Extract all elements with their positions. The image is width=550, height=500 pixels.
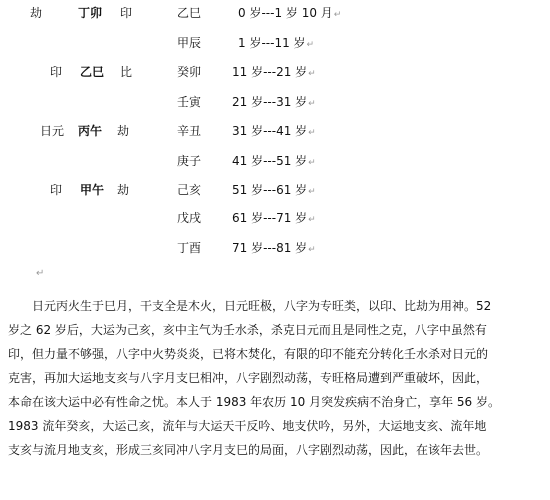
luck-pillar: 戊戌 [177,211,202,225]
pillar-relation-right: 比 [120,65,133,79]
paragraph-line: 印，但力量不够强，八字中火势炎炎，已将木焚化，有限的印不能充分转化壬水杀对日元的 [8,347,489,361]
empty-paragraph-mark: ↵ [36,268,45,279]
pillar-relation-right: 劫 [117,183,130,197]
chart-row [0,238,550,258]
luck-age-range: 71 岁---81 岁↵ [232,241,316,255]
chart-row [0,208,550,228]
luck-age-range: 0 岁---1 岁 10 月↵ [238,6,342,20]
paragraph-line: 日元丙火生于巳月，干支全是木火，日元旺极，八字为专旺类，以印、比劫为用神。52 [8,299,492,313]
paragraph-line: 克害，再加大运地支亥与八字月支巳相冲，八字剧烈动荡，专旺格局遭到严重破坏，因此， [8,371,489,385]
chart-row [0,180,550,200]
chart-row [0,121,550,141]
luck-age-range: 51 岁---61 岁↵ [232,183,316,197]
chart-row [0,33,550,53]
pillar-relation-left: 劫 [30,6,43,20]
luck-pillar: 辛丑 [177,124,202,138]
luck-pillar: 丁酉 [177,241,202,255]
luck-pillar: 癸卯 [177,65,202,79]
paragraph-mark: ↵ [308,99,316,109]
paragraph-mark: ↵ [308,158,316,168]
luck-pillar: 庚子 [177,154,202,168]
paragraph-mark: ↵ [333,10,342,20]
paragraph-mark: ↵ [308,215,316,225]
luck-age-range: 41 岁---51 岁↵ [232,154,316,168]
luck-age-range: 31 岁---41 岁↵ [232,124,316,138]
pillar-relation-right: 劫 [117,124,130,138]
pillar-stem-branch: 丁卯 [78,6,103,20]
pillar-relation-left: 日元 [40,124,65,138]
paragraph-mark: ↵ [308,245,316,255]
luck-pillar: 甲辰 [177,36,202,50]
paragraph-line: 岁之 62 岁后，大运为己亥，亥中主气为壬水杀，杀克日元而且是同性之克，八字中虽然有 [8,323,487,337]
body-paragraph [8,294,544,462]
pillar-stem-branch: 甲午 [80,183,105,197]
pillar-relation-right: 印 [120,6,133,20]
paragraph-mark: ↵ [308,128,316,138]
chart-row [0,62,550,82]
pillar-stem-branch: 丙午 [78,124,103,138]
pillar-relation-left: 印 [50,65,63,79]
luck-age-range: 61 岁---71 岁↵ [232,211,316,225]
chart-row [0,3,550,23]
pillar-stem-branch: 乙巳 [80,65,105,79]
luck-pillar: 乙巳 [177,6,202,20]
luck-age-range: 21 岁---31 岁↵ [232,95,316,109]
paragraph-line: 本命在该大运中必有性命之忧。本人于 1983 年农历 10 月突发疾病不治身亡，享年 56 岁。 [8,395,500,409]
chart-row [0,151,550,171]
paragraph-mark: ↵ [306,40,315,50]
paragraph-mark: ↵ [308,187,316,197]
paragraph-mark: ↵ [308,69,316,79]
luck-age-range: 11 岁---21 岁↵ [232,65,316,79]
luck-pillar: 壬寅 [177,95,202,109]
luck-pillar: 己亥 [177,183,202,197]
luck-age-range: 1 岁---11 岁↵ [238,36,315,50]
chart-row [0,92,550,112]
paragraph-line: 支亥与流月地支亥，形成三亥同冲八字月支巳的局面，八字剧烈动荡，因此，在该年去世。 [8,443,489,457]
pillar-relation-left: 印 [50,183,63,197]
paragraph-line: 1983 流年癸亥，大运己亥，流年与大运天干反吟、地支伏吟，另外，大运地支亥、流年地 [8,419,487,433]
